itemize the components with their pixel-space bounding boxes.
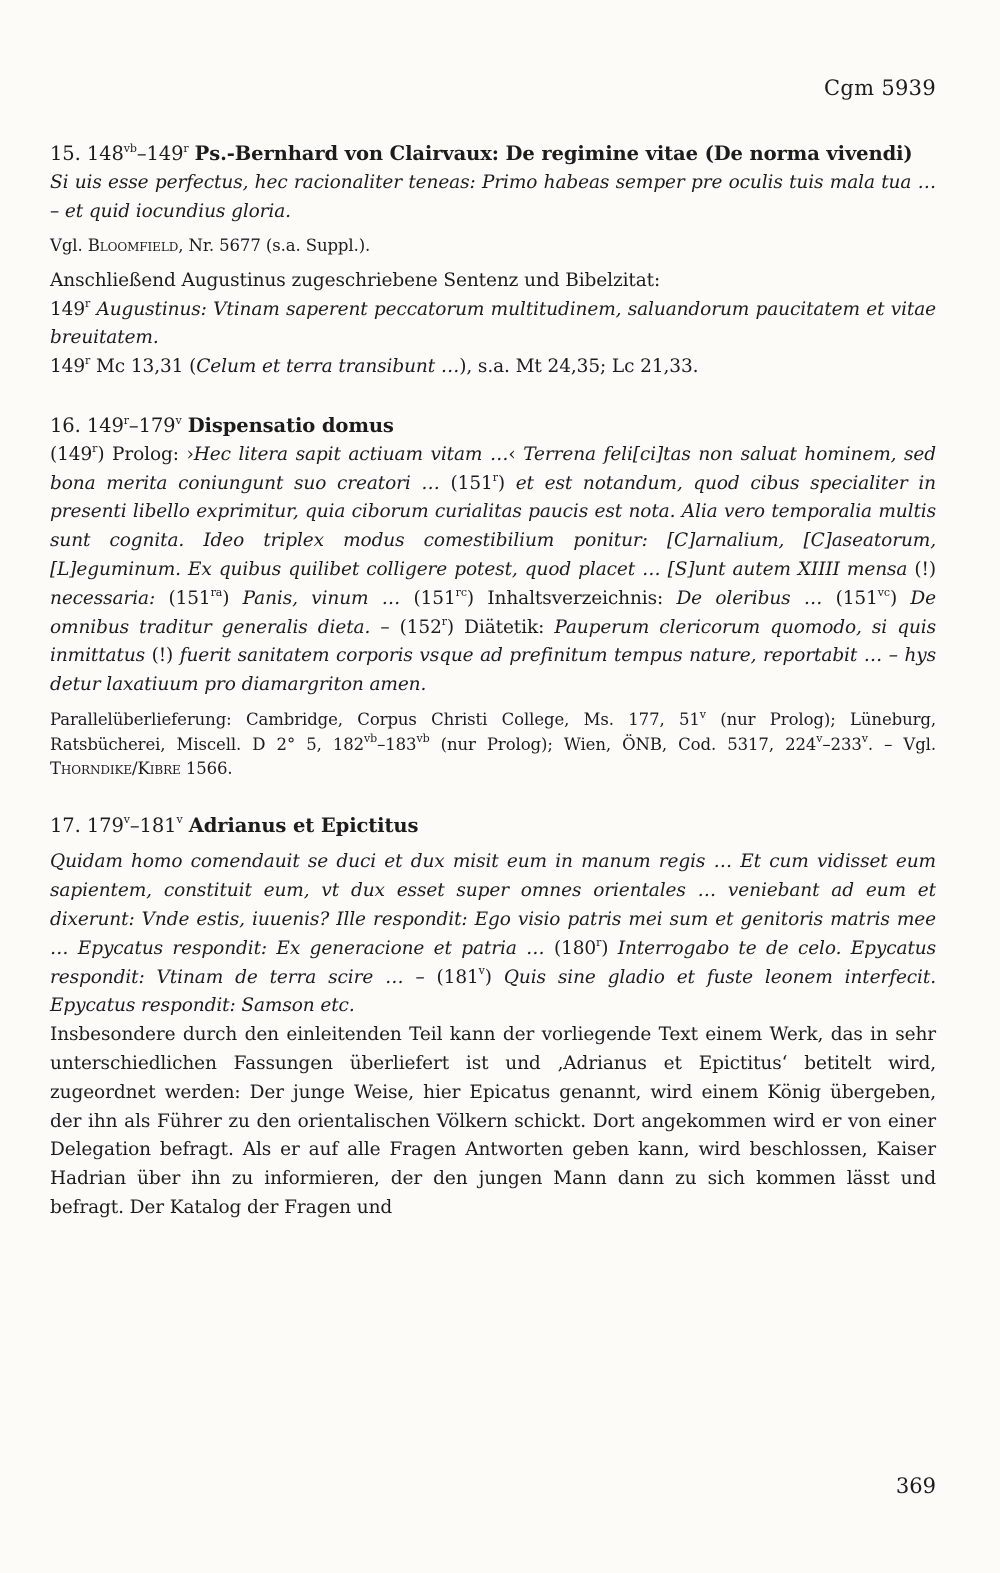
entry-15-incipit: Si uis esse perfectus, hec racionaliter teneas: Primo habeas semper pre oculis tuis mala tua … – et quid iocundius gloria. <box>50 171 936 222</box>
entry-title: Dispensatio domus <box>187 414 394 438</box>
entry-16-heading <box>50 412 936 441</box>
entry-15-note: Anschließend Augustinus zugeschriebene Sentenz und Bibelzitat: <box>50 269 661 291</box>
entry-17-body: Insbesondere durch den einleitenden Teil kann der vorliegende Text einem Werk, das in sehr unterschiedlichen Fassungen überliefert ist und ‚Adrianus et Epictitus‘ betitelt wird, zugeordnet werden: Der junge Weise, hier Epicatus genannt, wird einem König übergeben, der ihn als Führer zu den orientalischen Völkern schickt. Dort angekommen wird er von einer Delegation befragt. Als er auf alle Fragen Antworten geben kann, wird beschlossen, Kaiser Hadrian über ihn zu informieren, der den jungen Mann dann zu sich kommen lässt und befragt. Der Katalog der Fragen und <box>50 1024 936 1218</box>
entry-17-heading <box>50 812 936 841</box>
entry-15-heading <box>50 140 936 169</box>
entry-number: 16. <box>50 414 81 438</box>
entry-16-parallel-transmission: Parallelüberlieferung: Cambridge, Corpus Christi College, Ms. 177, 51$^v$ (nur Prolog); Lüneburg, Ratsbücherei, Miscell. D 2° 5, $182^{vb}-183^{vb}$ (nur Prolog); Wien, ÖNB, Cod. 5317, 224$^v$–233$^v$. – Vgl. Thorndike/Kibre 1566. <box>50 707 937 779</box>
entry-15-line-1: 149$^r$ Augustinus: Vtinam saperent peccatorum multitudinem, saluandorum paucitatem et vitae breuitatem. <box>50 296 936 349</box>
entry-number: 17. <box>50 813 81 837</box>
entry-17-quotation: Quidam homo comendauit se duci et dux misit eum in manum regis … Et cum vidisset eum sapientem, constituit eum, vt dux esset super omnes orientales … veniebant ad eum et dixerunt: Vnde estis, iuuenis? Ille respondit: Ego visio patris mei sum et genitoris matris mee … Epycatus respondit: Ex generacione et patria … (180$^r$) Interrogabo te de celo. Epycatus respondit: Vtinam de terra scire … – (181$^v$) Quis sine gladio et fuste leonem interfecit. Epycatus respondit: Samson etc. <box>50 851 936 1017</box>
running-head: Cgm 5939 <box>824 76 936 100</box>
folio-range: 179$^v$–181$^v$ <box>86 813 183 837</box>
folio-range: $148^{vb}-149^r$ <box>86 141 189 165</box>
entry-title: Adrianus et Epictitus <box>188 813 419 837</box>
entry-15-line-2: 149$^r$ Mc 13,31 (Celum et terra transibunt …), s.a. Mt 24,35; Lc 21,33. <box>50 354 699 378</box>
main-text <box>50 140 936 1223</box>
entry-number: 15. <box>50 142 81 165</box>
entry-15-reference: Vgl. Bloomfield, Nr. 5677 (s.a. Suppl.). <box>50 236 371 256</box>
folio-range: 149$^r$–179$^v$ <box>86 413 182 438</box>
entry-16-description: (149$^r$) Prolog: ›Hec litera sapit actiuam vitam …‹ Terrena feli[ci]tas non saluat hominem, sed bona merita coniungunt suo creatori … (151$^r$) et est notandum, quod cibus specialiter in presenti libello exprimitur, quia ciborum curialitas paucis est nota. Alia vero temporalia multis sunt cognita. Ideo triplex modus comestibilium ponitur: [C]arnalium, [C]aseatorum, [L]eguminum. Ex quibus quilibet colligere potest, quod placet … [S]unt autem XIIII mensa (!) necessaria: $(151^{ra})$ Panis, vinum … $(151^{rc})$ Inhaltsverzeichnis: De oleribus … $(151^{vc})$ De omnibus traditur generalis dieta. – (152$^r$) Diätetik: Pauperum clericorum quomodo, si quis inmittatus (!) fuerit sanitatem corporis vsque ad prefinitum tempus nature, reportabit … – hys detur laxatiuum pro diamargriton amen. <box>50 441 937 696</box>
page-number: 369 <box>895 1474 936 1498</box>
entry-title: Ps.-Bernhard von Clairvaux: De regimine vitae (De norma vivendi) <box>194 142 913 165</box>
